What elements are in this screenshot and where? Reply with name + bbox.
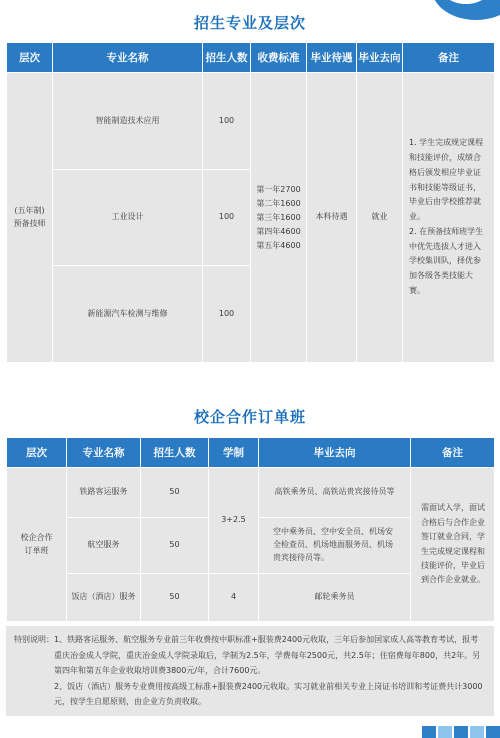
treatment-cell: 本科待遇 xyxy=(307,73,357,363)
bottom-stripe-decoration xyxy=(422,726,500,738)
major-count: 100 xyxy=(203,73,251,170)
header-major: 专业名称 xyxy=(53,43,203,73)
major-name: 航空服务 xyxy=(67,518,141,574)
header-note: 备注 xyxy=(411,438,495,468)
major-name: 智能制造技术应用 xyxy=(53,73,203,170)
duration-cell: 3+2.5 xyxy=(209,468,259,574)
table-row xyxy=(7,468,495,518)
order-class-table xyxy=(6,437,495,622)
header-note: 备注 xyxy=(403,43,495,73)
header-treatment: 毕业待遇 xyxy=(307,43,357,73)
major-count: 50 xyxy=(141,518,209,574)
header-destination: 毕业去向 xyxy=(259,438,411,468)
header-count: 招生人数 xyxy=(203,43,251,73)
duration-cell: 4 xyxy=(209,574,259,622)
major-count: 50 xyxy=(141,468,209,518)
remark-label: 特别说明： xyxy=(14,635,54,644)
header-level: 层次 xyxy=(7,438,67,468)
major-name: 工业设计 xyxy=(53,170,203,266)
major-count: 100 xyxy=(203,170,251,266)
destination-cell: 空中乘务员、空中安全员、机场安全检查员、机场地面服务员、机场贵宾接待员等。 xyxy=(259,518,411,574)
destination-cell: 就业 xyxy=(357,73,403,363)
section2-title: 校企合作订单班 xyxy=(193,408,306,426)
level-cell: (五年制) 预备技师 xyxy=(7,73,53,363)
section1-title: 招生专业及层次 xyxy=(193,14,306,32)
destination-cell: 邮轮乘务员 xyxy=(259,574,411,622)
major-count: 50 xyxy=(141,574,209,622)
remark-item-2: 2、饭店（酒店）服务专业费用按高级工标准+服装费2400元收取。实习就业前相关专业上岗证书培训和考证费共计3000元，按学生自愿原则，由企业方负责收取。 xyxy=(54,681,483,707)
header-level: 层次 xyxy=(7,43,53,73)
enrollment-table xyxy=(6,42,495,363)
special-remark xyxy=(6,626,494,716)
major-count: 100 xyxy=(203,266,251,363)
table-row xyxy=(7,73,495,170)
header-major: 专业名称 xyxy=(67,438,141,468)
major-name: 饭店（酒店）服务 xyxy=(67,574,141,622)
remark-item-1: 1、铁路客运服务、航空服务专业前三年收费按中职标准+服装费2400元收取，三年后参加国家成人高等教育考试，报考重庆冶金成人学院，重庆冶金成人学院录取后，学制为2.5年，学费每年2500元，共2.5年；住宿费每年800，共2年。另第四年和第五年企业收取培训费3800元/年，合计7600元。 xyxy=(54,635,481,676)
header-count: 招生人数 xyxy=(141,438,209,468)
header-duration: 学制 xyxy=(209,438,259,468)
destination-cell: 高铁乘务员、高铁站贵宾接待员等 xyxy=(259,468,411,518)
level-cell: 校企合作 订单班 xyxy=(7,468,67,622)
major-name: 新能源汽车检测与维修 xyxy=(53,266,203,363)
note-cell: 需面试入学，面试合格后与合作企业签订就业合同，学生完成规定课程和技能评价，毕业后到合作企业就业。 xyxy=(411,468,495,622)
note-cell: 1. 学生完成规定课程和技能评价，成绩合格后颁发相应毕业证书和技能等级证书，毕业后由学校推荐就业。 2. 在预备技师班学生中优先选拔人才进入学校集训队，择优参加各级各类技能大赛。 xyxy=(403,73,495,363)
major-name: 铁路客运服务 xyxy=(67,468,141,518)
header-fee: 收费标准 xyxy=(251,43,307,73)
fee-cell: 第一年2700 第二年1600 第三年1600 第四年4600 第五年4600 xyxy=(251,73,307,363)
header-destination: 毕业去向 xyxy=(357,43,403,73)
